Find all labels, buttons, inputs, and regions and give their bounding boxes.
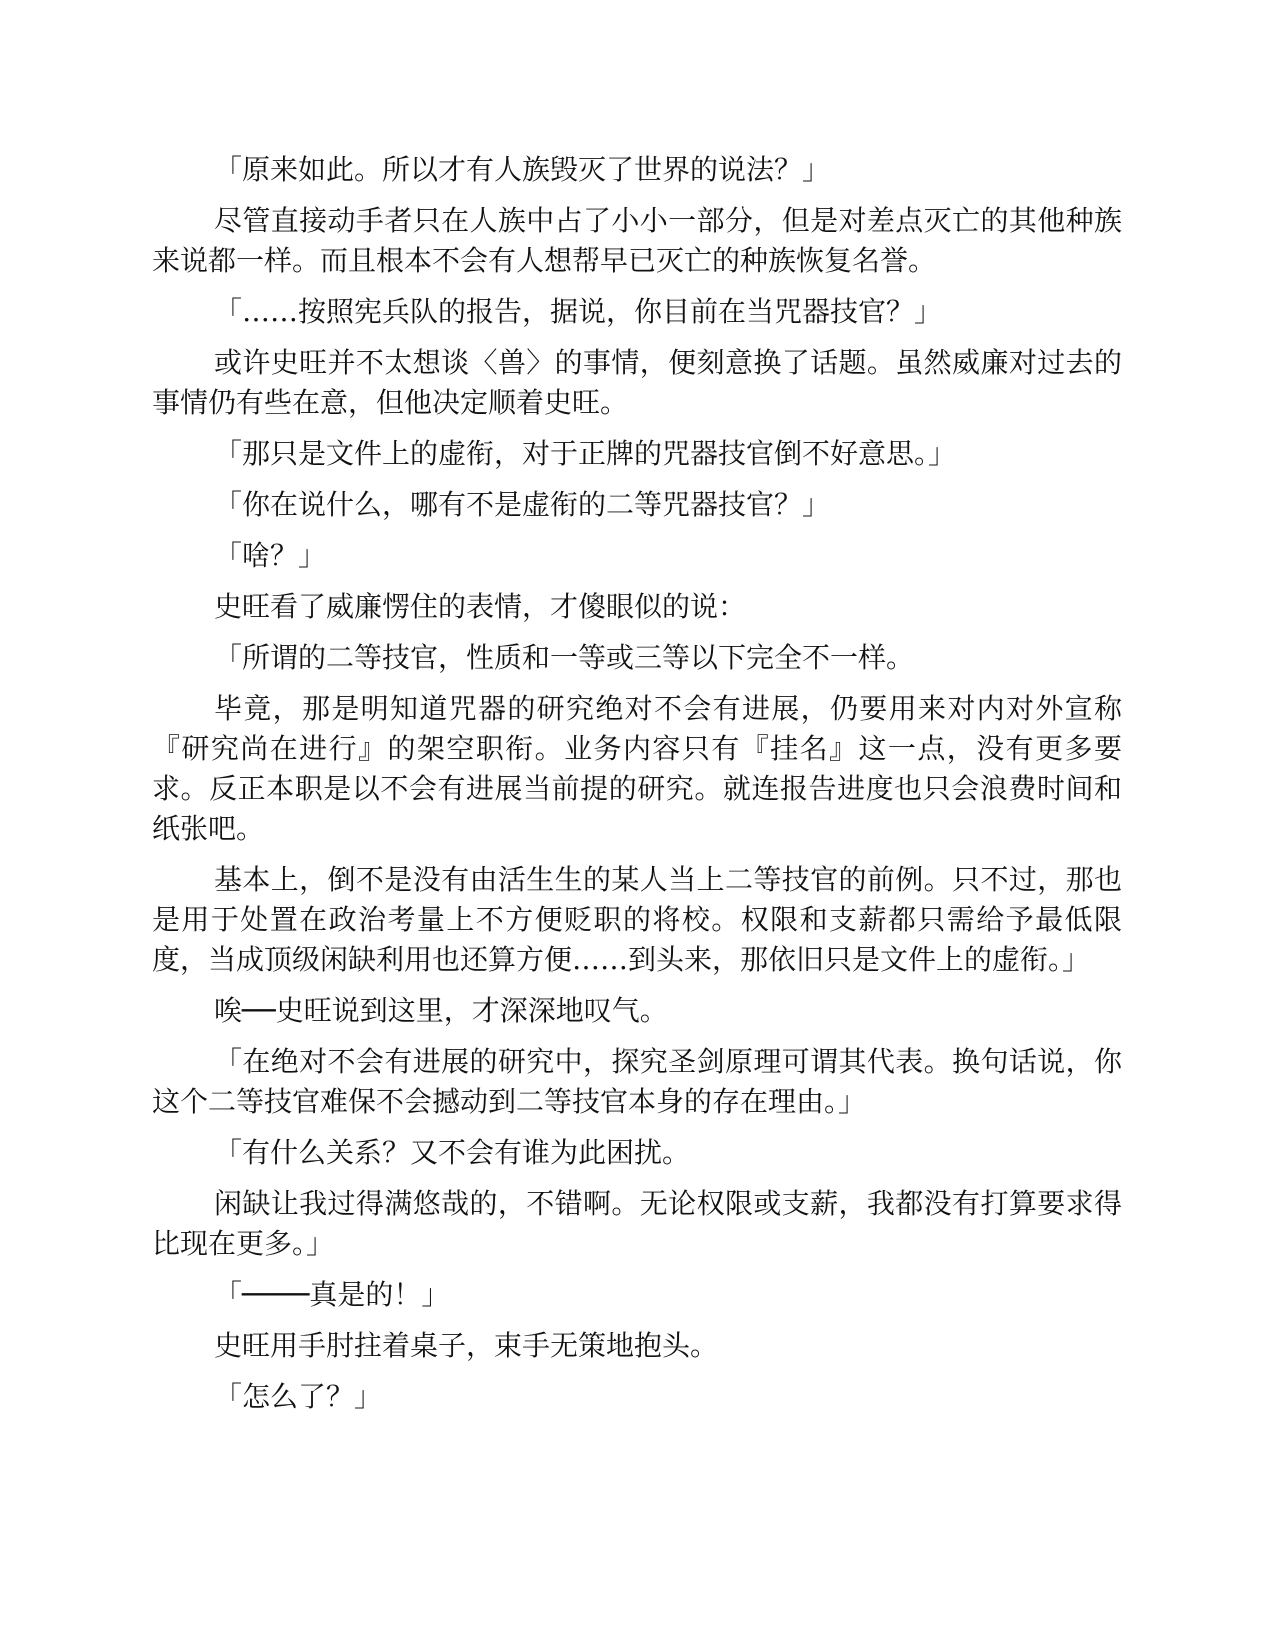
paragraph: 「啥？」: [214, 539, 327, 572]
paragraph: 史旺用手肘拄着桌子，束手无策地抱头。: [214, 1329, 719, 1362]
paragraph: 或许史旺并不太想谈〈兽〉的事情，便刻意换了话题。虽然威廉对过去的事情仍有些在意，但他决定顺着史旺。: [152, 346, 1122, 419]
document-page: [152, 150, 1122, 1428]
paragraph: 唉──史旺说到这里，才深深地叹气。: [214, 994, 668, 1027]
paragraph: 「────真是的！」: [214, 1278, 450, 1311]
paragraph: 闲缺让我过得满悠哉的，不错啊。无论权限或支薪，我都没有打算要求得比现在更多。」: [152, 1187, 1122, 1260]
paragraph: 「那只是文件上的虚衔，对于正牌的咒器技官倒不好意思。」: [214, 437, 957, 470]
paragraph: 「怎么了？」: [214, 1380, 383, 1413]
paragraph: 史旺看了威廉愣住的表情，才傻眼似的说：: [214, 590, 747, 623]
paragraph: 「所谓的二等技官，性质和一等或三等以下完全不一样。: [214, 641, 915, 674]
paragraph: 「有什么关系？又不会有谁为此困扰。: [214, 1136, 691, 1169]
paragraph: 「在绝对不会有进展的研究中，探究圣剑原理可谓其代表。换句话说，你这个二等技官难保不会撼动到二等技官本身的存在理由。」: [152, 1045, 1122, 1118]
paragraph: 基本上，倒不是没有由活生生的某人当上二等技官的前例。只不过，那也是用于处置在政治考量上不方便贬职的将校。权限和支薪都只需给予最低限度，当成顶级闲缺利用也还算方便……到头来，那依旧只是文件上的虚衔。」: [152, 863, 1122, 976]
paragraph: 「原来如此。所以才有人族毁灭了世界的说法？」: [214, 153, 831, 186]
paragraph: 「……按照宪兵队的报告，据说，你目前在当咒器技官？」: [214, 295, 943, 328]
paragraph: 「你在说什么，哪有不是虚衔的二等咒器技官？」: [214, 488, 831, 521]
paragraph: 尽管直接动手者只在人族中占了小小一部分，但是对差点灭亡的其他种族来说都一样。而且根本不会有人想帮早已灭亡的种族恢复名誉。: [152, 204, 1122, 277]
paragraph: 毕竟，那是明知道咒器的研究绝对不会有进展，仍要用来对内对外宣称『研究尚在进行』的架空职衔。业务内容只有『挂名』这一点，没有更多要求。反正本职是以不会有进展当前提的研究。就连报告进度也只会浪费时间和纸张吧。: [152, 692, 1122, 845]
